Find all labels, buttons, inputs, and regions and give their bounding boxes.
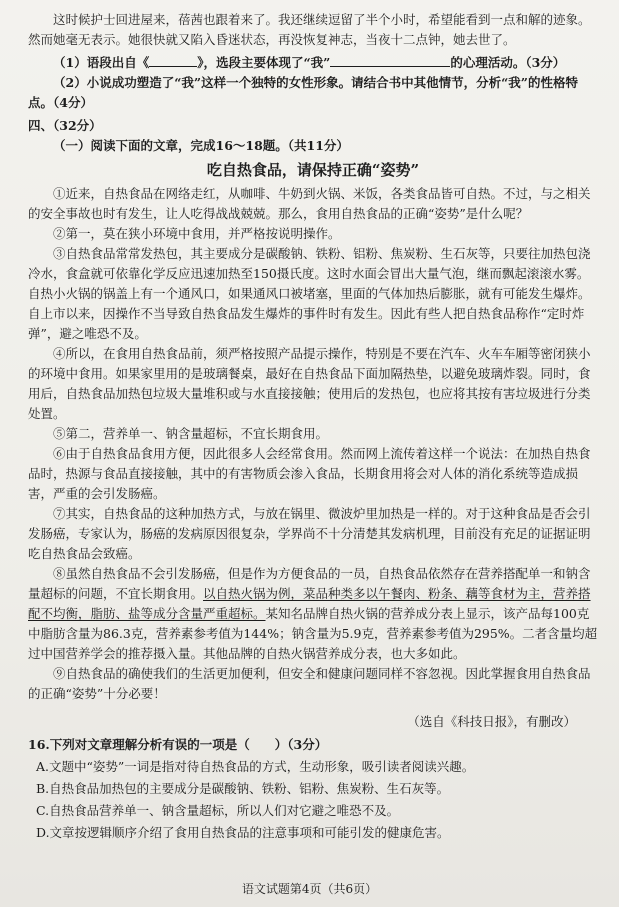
q1-prefix: （1）语段出自《 xyxy=(53,55,150,70)
blank-mental-activity[interactable] xyxy=(330,53,450,67)
article-title: 吃自热食品，请保持正确“姿势” xyxy=(206,161,420,179)
page-content xyxy=(28,10,598,843)
article-paragraph-3: ③自热食品常常发热包，其主要成分是碳酸钠、铁粉、铝粉、焦炭粉、生石灰等，只要往加热包浇冷水，食盒就可依靠化学反应迅速加热至150摄氏度。这时水面会冒出大量气泡，继而飘起滚滚水雾。自热小火锅的锅盖上有一个通风口，如果通风口被堵塞，里面的气体加热后膨胀，就有可能发生爆炸。自上市以来，因操作不当导致自热食品发生爆炸的事件时有发生。因此有些人把自热食品称作“定时炸弹”，避之唯恐不及。 xyxy=(28,246,591,341)
option-b[interactable]: B.自热食品加热包的主要成分是碳酸钠、铁粉、铝粉、焦炭粉、生石灰等。 xyxy=(36,781,450,796)
article-paragraph-5: ⑤第二，营养单一、钠含量超标，不宜长期食用。 xyxy=(53,426,329,441)
blank-book-title[interactable] xyxy=(149,53,197,67)
paragraph-8-end: 某知名品牌自热火锅的营养成分表上显示，该产品每100克中脂肪含量为86.3克，营养素参考值为144%；钠含量为5.9克，营养素参考值为295%。二者含量均超过中国营养学会的推荐摄入量。其他品牌的自热火锅营养成分表，也大多如此。 xyxy=(28,606,598,661)
story-excerpt: 这时候护士回进屋来，蓓茜也跟着来了。我还继续逗留了半个小时，希望能看到一点和解的迹象。然而她毫无表示。她很快就又陷入昏迷状态，再没恢复神志，当夜十二点钟，她去世了。 xyxy=(28,12,591,47)
underlined-sentence: 以自热火锅为例，菜品种类多以午餐肉、粉条、藕等食材为主，营养搭配不均衡，脂肪、盐等成分含量严重超标。 xyxy=(28,586,591,621)
article-source: （选自《科技日报》，有删改） xyxy=(407,714,576,729)
section-instructions: （一）阅读下面的文章，完成16～18题。（共11分） xyxy=(53,138,349,153)
q1-suffix: 的心理活动。（3分） xyxy=(450,55,566,70)
question-16-stem: 16.下列对文章理解分析有误的一项是（ ）（3分） xyxy=(28,737,328,752)
option-c[interactable]: C.自热食品营养单一、钠含量超标，所以人们对它避之唯恐不及。 xyxy=(36,803,400,818)
article-paragraph-6: ⑥由于自热食品食用方便，因此很多人会经常食用。然而网上流传着这样一个说法：在加热自热食品时，热源与食品直接接触，其中的有害物质会渗入食品，长期食用将会对人体的消化系统等造成损害，严重的会引发肠癌。 xyxy=(28,446,591,501)
article-paragraph-2: ②第一，莫在狭小环境中食用，并严格按说明操作。 xyxy=(53,226,341,241)
section-heading: 四、（32分） xyxy=(28,118,102,133)
article-paragraph-1: ①近来，自热食品在网络走红，从咖啡、牛奶到火锅、米饭，各类食品皆可自热。不过，与之相关的安全事故也时有发生，让人吃得战战兢兢。那么，食用自热食品的正确“姿势”是什么呢？ xyxy=(28,186,591,221)
article-paragraph-8 xyxy=(28,564,598,664)
question-15-2: （2）小说成功塑造了“我”这样一个独特的女性形象。请结合书中其他情节，分析“我”的性格特点。（4分） xyxy=(28,75,578,110)
article-paragraph-4: ④所以，在食用自热食品前，须严格按照产品提示操作，特别是不要在汽车、火车车厢等密闭狭小的环境中食用。如果家里用的是玻璃餐桌，最好在自热食品下面加隔热垫，以避免玻璃炸裂。同时，食用后，自热食品加热包垃圾大量堆积或与水直接接触；使用后的发热包，也应将其按有害垃圾进行分类处置。 xyxy=(28,346,591,421)
paragraph-8-start: ⑧虽然自热食品不会引发肠癌，但是作为方便食品的一员，自热食品依然存在营养搭配单一和钠含量超标的问题，不宜长期食用。 xyxy=(28,566,591,601)
option-a[interactable]: A.文题中“姿势”一词是指对待自热食品的方式，生动形象，吸引读者阅读兴趣。 xyxy=(36,759,475,774)
article-paragraph-7: ⑦其实，自热食品的这种加热方式，与放在锅里、微波炉里加热是一样的。对于这种食品是否会引发肠癌，专家认为，肠癌的发病原因很复杂，学界尚不十分清楚其发病机理，目前没有充足的证据证明吃自热食品会致癌。 xyxy=(28,506,591,561)
question-15-1 xyxy=(28,53,598,73)
page-footer: 语文试题第4页（共6页） xyxy=(241,882,378,896)
article-paragraph-9: ⑨自热食品的确使我们的生活更加便利，但安全和健康问题同样不容忽视。因此掌握食用自热食品的正确“姿势”十分必要！ xyxy=(28,666,591,701)
option-d[interactable]: D.文章按逻辑顺序介绍了食用自热食品的注意事项和可能引发的健康危害。 xyxy=(36,825,450,840)
q1-middle: 》，选段主要体现了“我” xyxy=(197,55,331,70)
